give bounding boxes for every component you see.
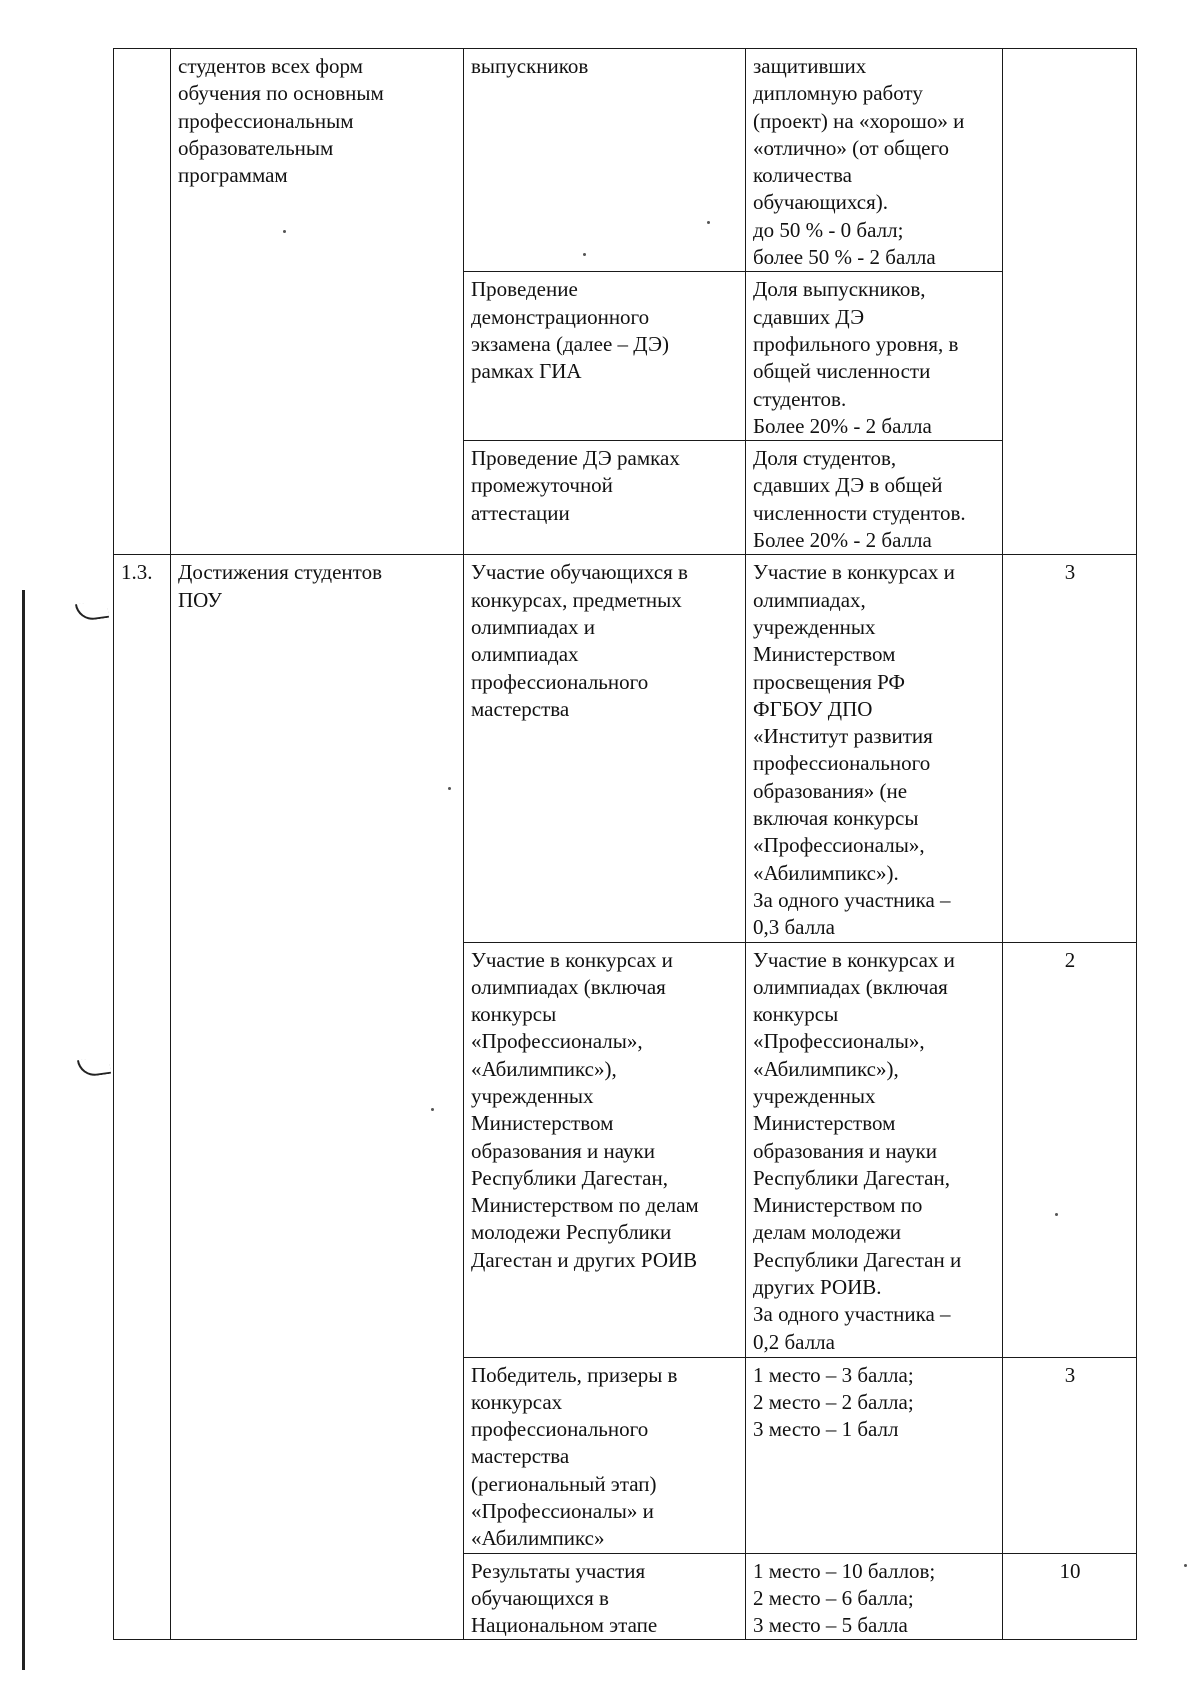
points-cell (1003, 49, 1137, 555)
cell-text-line: Победитель, призеры в (471, 1362, 678, 1387)
cell-text-line: профильного уровня, в (753, 331, 959, 356)
criteria-cell (464, 49, 746, 272)
cell-text-line: рамках ГИА (471, 359, 582, 384)
cell-text-line: Участие обучающихся в (471, 560, 688, 585)
cell-text-line: сдавших ДЭ в общей (753, 473, 943, 498)
cell-text-line: программам (178, 163, 288, 188)
cell-text-line: Доля выпускников, (753, 277, 926, 302)
cell-text-line: 0,3 балла (753, 915, 835, 940)
cell-text-line: до 50 % - 0 балл; (753, 217, 904, 242)
cell-text-line: ПОУ (178, 587, 223, 612)
cell-text-line: образования» (не (753, 778, 908, 803)
cell-text-line: Министерством (753, 1111, 896, 1136)
criteria-cell (464, 1553, 746, 1640)
cell-text-line: количества (753, 163, 852, 188)
cell-text-line: Республики Дагестан, (753, 1165, 950, 1190)
criteria-cell (464, 942, 746, 1357)
measure-cell (746, 1357, 1003, 1553)
cell-text-line: олимпиадах (включая (471, 974, 666, 999)
cell-text-line: промежуточной (471, 473, 613, 498)
cell-text-line: олимпиадах (471, 642, 579, 667)
cell-text-line: профессионального (471, 1417, 649, 1442)
cell-text-line: обучающихся в (471, 1585, 609, 1610)
cell-text-line: включая конкурсы (753, 806, 919, 831)
cell-text-line: Участие в конкурсах и (753, 947, 955, 972)
cell-text-line: мастерства (471, 1444, 570, 1469)
cell-text-line: Более 20% - 2 балла (753, 413, 932, 438)
cell-text-line: мастерства (471, 696, 570, 721)
cell-text-line: Проведение (471, 277, 578, 302)
criteria-table (113, 48, 1137, 1640)
cell-text-line: учрежденных (753, 614, 876, 639)
cell-text-line: демонстрационного (471, 304, 650, 329)
criteria-cell (464, 272, 746, 441)
cell-text-line: «Абилимпикс»), (753, 1056, 899, 1081)
criteria-cell (464, 555, 746, 942)
cell-text-line: «Профессионалы», (753, 833, 925, 858)
cell-text-line: молодежи Республики (471, 1220, 672, 1245)
table-row (114, 49, 1137, 272)
cell-text-line: выпускников (471, 54, 589, 78)
binder-mark (75, 600, 109, 622)
cell-text-line: Министерством по делам (471, 1193, 699, 1218)
cell-text-line: Достижения студентов (178, 560, 382, 585)
cell-text-line: олимпиадах и (471, 614, 596, 639)
points-cell: 3 (1003, 555, 1137, 942)
cell-text-line: конкурсах (471, 1389, 563, 1414)
cell-text-line: «Профессионалы» и (471, 1498, 654, 1523)
cell-text-line: За одного участника – (753, 887, 951, 912)
cell-text-line: 0,2 балла (753, 1329, 835, 1354)
cell-text-line: 3 место – 1 балл (753, 1417, 899, 1442)
measure-cell (746, 272, 1003, 441)
cell-text-line: дипломную работу (753, 81, 923, 106)
cell-text-line: 2 место – 6 балла; (753, 1585, 914, 1610)
cell-text-line: профессиональным (178, 108, 354, 133)
cell-text-line: профессионального (471, 669, 649, 694)
cell-text-line: Проведение ДЭ рамках (471, 446, 680, 471)
cell-text-line: Республики Дагестан и (753, 1247, 962, 1272)
cell-text-line: За одного участника – (753, 1302, 951, 1327)
scan-speck (1184, 1564, 1187, 1567)
cell-text-line: экзамена (далее – ДЭ) (471, 331, 669, 356)
cell-text-line: конкурсы (471, 1002, 557, 1027)
cell-text-line: 1 место – 10 баллов; (753, 1558, 936, 1583)
cell-text-line: 3 место – 5 балла (753, 1613, 908, 1638)
cell-text-line: Доля студентов, (753, 446, 897, 471)
cell-text-line: общей численности (753, 359, 931, 384)
cell-text-line: (региональный этап) (471, 1471, 657, 1496)
cell-text-line: более 50 % - 2 балла (753, 245, 936, 270)
cell-text-line: других РОИВ. (753, 1275, 882, 1300)
cell-text-line: Республики Дагестан, (471, 1165, 668, 1190)
cell-text-line: аттестации (471, 500, 570, 525)
cell-text-line: делам молодежи (753, 1220, 901, 1245)
cell-text-line: Участие в конкурсах и (753, 560, 955, 585)
cell-text-line: «Профессионалы», (753, 1029, 925, 1054)
cell-text-line: «Профессионалы», (471, 1029, 643, 1054)
cell-text-line: студентов всех форм (178, 54, 363, 78)
cell-text-line: Участие в конкурсах и (471, 947, 673, 972)
cell-text-line: просвещения РФ (753, 669, 905, 694)
table-row (114, 555, 1137, 942)
row-number-cell (114, 49, 171, 555)
cell-text-line: учрежденных (471, 1083, 594, 1108)
cell-text-line: «отлично» (от общего (753, 135, 950, 160)
measure-cell (746, 441, 1003, 555)
measure-cell (746, 942, 1003, 1357)
cell-text-line: олимпиадах (включая (753, 974, 948, 999)
cell-text-line: сдавших ДЭ (753, 304, 865, 329)
points-cell: 10 (1003, 1553, 1137, 1640)
binder-mark (77, 1056, 111, 1078)
cell-text-line: конкурсах, предметных (471, 587, 682, 612)
cell-text-line: численности студентов. (753, 500, 966, 525)
row-number-cell: 1.3. (114, 555, 171, 1640)
cell-text-line: Министерством (471, 1111, 614, 1136)
cell-text-line: образовательным (178, 135, 334, 160)
cell-text-line: Национальном этапе (471, 1613, 658, 1638)
indicator-cell (171, 555, 464, 1640)
cell-text-line: обучающихся). (753, 190, 888, 215)
measure-cell (746, 1553, 1003, 1640)
cell-text-line: профессионального (753, 751, 931, 776)
cell-text-line: «Абилимпикс»), (471, 1056, 617, 1081)
cell-text-line: «Абилимпикс» (471, 1526, 605, 1551)
scan-edge-line (22, 590, 25, 1670)
measure-cell (746, 49, 1003, 272)
cell-text-line: конкурсы (753, 1002, 839, 1027)
indicator-cell (171, 49, 464, 555)
criteria-cell (464, 441, 746, 555)
cell-text-line: обучения по основным (178, 81, 384, 106)
cell-text-line: «Абилимпикс»). (753, 860, 899, 885)
cell-text-line: Министерством (753, 642, 896, 667)
cell-text-line: олимпиадах, (753, 587, 866, 612)
cell-text-line: 2 место – 2 балла; (753, 1389, 914, 1414)
cell-text-line: студентов. (753, 386, 847, 411)
cell-text-line: Дагестан и других РОИВ (471, 1247, 698, 1272)
cell-text-line: Результаты участия (471, 1558, 646, 1583)
cell-text-line: Министерством по (753, 1193, 923, 1218)
cell-text-line: образования и науки (471, 1138, 655, 1163)
criteria-cell (464, 1357, 746, 1553)
cell-text-line: «Институт развития (753, 724, 933, 749)
cell-text-line: 1 место – 3 балла; (753, 1362, 914, 1387)
points-cell: 2 (1003, 942, 1137, 1357)
cell-text-line: ФГБОУ ДПО (753, 696, 873, 721)
cell-text-line: образования и науки (753, 1138, 937, 1163)
cell-text-line: учрежденных (753, 1083, 876, 1108)
points-cell: 3 (1003, 1357, 1137, 1553)
cell-text-line: защитивших (753, 54, 867, 78)
cell-text-line: Более 20% - 2 балла (753, 528, 932, 553)
cell-text-line: (проект) на «хорошо» и (753, 108, 965, 133)
measure-cell (746, 555, 1003, 942)
